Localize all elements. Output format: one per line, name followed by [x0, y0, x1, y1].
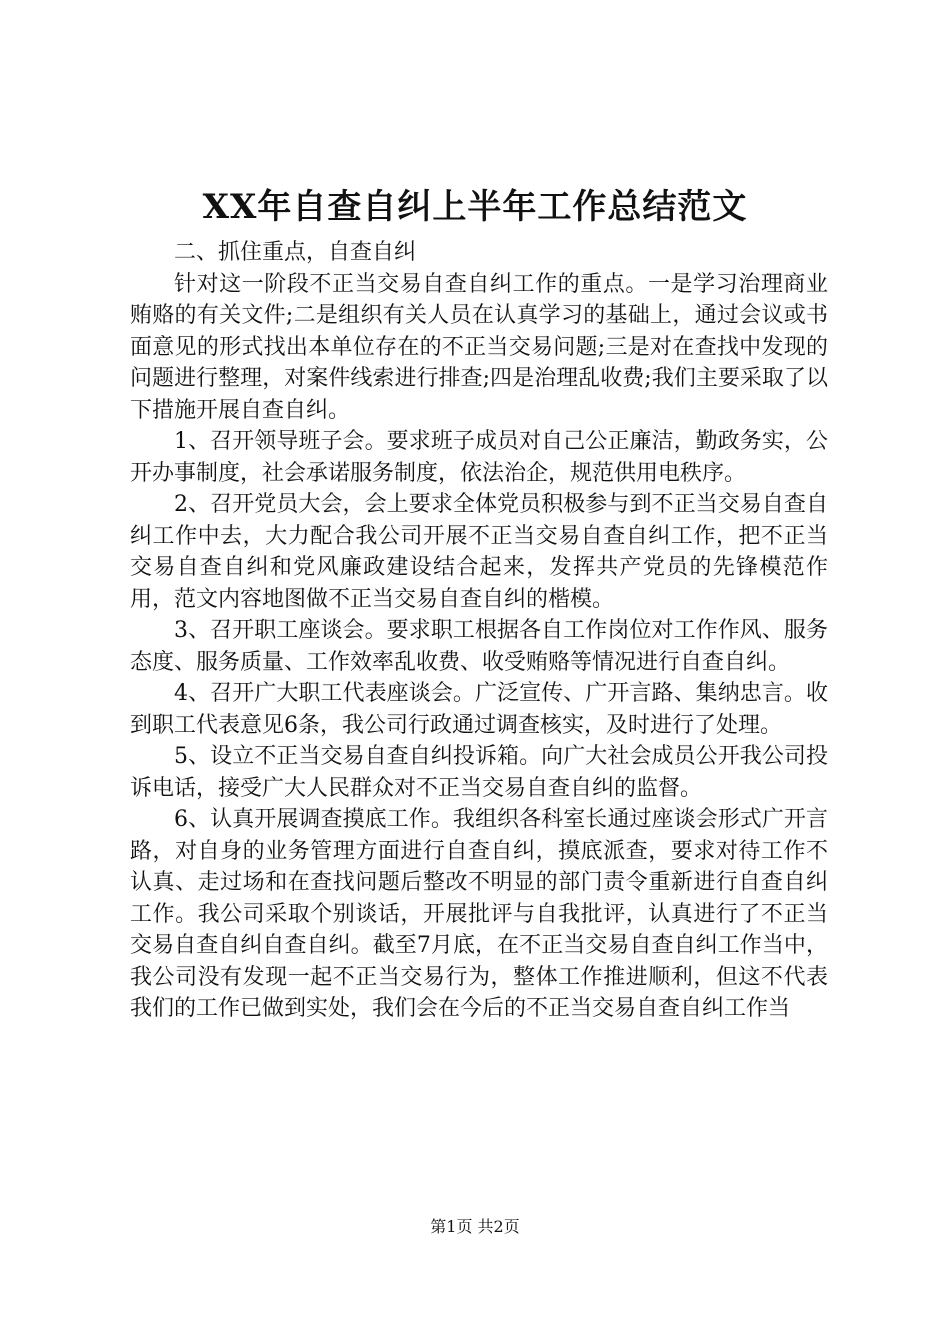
paragraph-item-2: 2、召开党员大会，会上要求全体党员积极参与到不正当交易自查自纠工作中去，大力配合我公司开展不正当交易自查自纠工作，把不正当交易自查自纠和党风廉政建设结合起来，发挥共产党员的先锋模范作用，范文内容地图做不正当交易自查自纠的楷模。: [130, 492, 828, 612]
paragraph-intro: 针对这一阶段不正当交易自查自纠工作的重点。一是学习治理商业贿赂的有关文件;二是组织有关人员在认真学习的基础上，通过会议或书面意见的形式找出本单位存在的不正当交易问题;三是对在查找中发现的问题进行整理，对案件线索进行排查;四是治理乱收费;我们主要采取了以下措施开展自查自纠。: [130, 271, 828, 423]
paragraph-item-5: 5、设立不正当交易自查自纠投诉箱。向广大社会成员公开我公司投诉电话，接受广大人民群众对不正当交易自查自纠的监督。: [130, 744, 828, 801]
paragraph-item-6: 6、认真开展调查摸底工作。我组织各科室长通过座谈会形式广开言路，对自身的业务管理方面进行自查自纠，摸底派查，要求对待工作不认真、走过场和在查找问题后整改不明显的部门责令重新进行自查自纠工作。我公司采取个别谈话，开展批评与自我批评，认真进行了不正当交易自查自纠自查自纠。截至7月底，在不正当交易自查自纠工作当中，我公司没有发现一起不正当交易行为，整体工作推进顺利，但这不代表我们的工作已做到实处，我们会在今后的不正当交易自查自纠工作当: [130, 807, 828, 1021]
document-body: [130, 237, 828, 1025]
paragraph-item-1: 1、召开领导班子会。要求班子成员对自己公正廉洁，勤政务实，公开办事制度，社会承诺服务制度，依法治企，规范供用电秩序。: [130, 429, 828, 486]
section-heading: 二、抓住重点，自查自纠: [174, 240, 417, 265]
paragraph-item-4: 4、召开广大职工代表座谈会。广泛宣传、广开言路、集纳忠言。收到职工代表意见6条，我公司行政通过调查核实，及时进行了处理。: [130, 681, 828, 738]
document-title: XX年自查自纠上半年工作总结范文: [202, 187, 748, 227]
page-footer: 第1页 共2页: [430, 1217, 520, 1236]
paragraph-item-3: 3、召开职工座谈会。要求职工根据各自工作岗位对工作作风、服务态度、服务质量、工作效率乱收费、收受贿赂等情况进行自查自纠。: [130, 618, 828, 675]
